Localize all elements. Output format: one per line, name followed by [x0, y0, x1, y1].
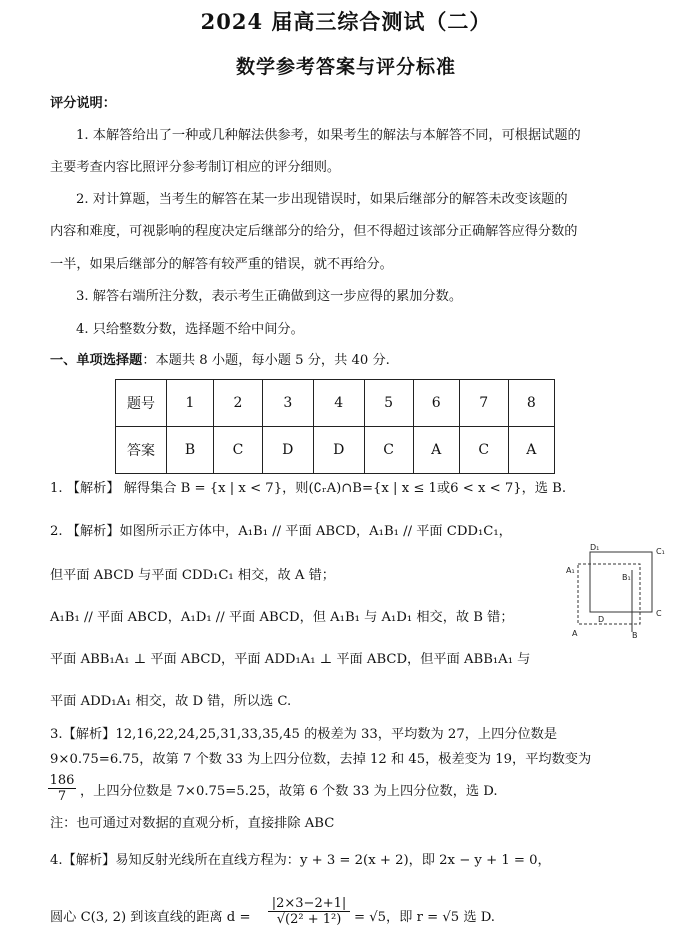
answer-cell: A — [413, 427, 459, 474]
section-heading — [50, 353, 390, 369]
question-number: 4 — [313, 380, 364, 427]
label-a1: A₁ — [566, 566, 575, 575]
answer-cell: D — [313, 427, 364, 474]
question-number: 7 — [459, 380, 508, 427]
solution-q4-line1: 4.【解析】易知反射光线所在直线方程为：y + 3 = 2(x + 2)，即 2x − y + 1 = 0， — [50, 853, 551, 868]
question-number: 1 — [167, 380, 214, 427]
answer-cell: A — [508, 427, 554, 474]
label-b1: B₁ — [622, 573, 631, 582]
grading-note-1-line2: 主要考查内容比照评分参考制订相应的评分细则。 — [50, 160, 341, 175]
q4-fraction — [268, 896, 350, 927]
solution-q3-line2: 9×0.75=6.75，故第 7 个数 33 为上四分位数，去掉 12 和 45，极差变为 19，平均数变为 — [50, 752, 592, 767]
answer-cell: D — [262, 427, 313, 474]
question-number: 5 — [364, 380, 413, 427]
solution-q2-line1: 2. 【解析】如图所示正方体中，A₁B₁ // 平面 ABCD，A₁B₁ // 平面 CDD₁C₁， — [50, 524, 512, 539]
grading-note-2-line3: 一半，如果后继部分的解答有较严重的错误，就不再给分。 — [50, 257, 393, 272]
grading-note-2-line1: 2. 对计算题，当考生的解答在某一步出现错误时，如果后继部分的解答未改变该题的 — [76, 192, 568, 207]
solution-q2-line2: 但平面 ABCD 与平面 CDD₁C₁ 相交，故 A 错； — [50, 568, 335, 583]
question-number-header: 题号 — [116, 380, 167, 427]
page-title: 2024 届高三综合测试（二） — [200, 9, 492, 34]
q3-fraction-denominator: 7 — [57, 789, 67, 804]
solution-q3-note: 注：也可通过对数据的直观分析，直接排除 ABC — [50, 816, 335, 831]
q3-fraction — [48, 773, 76, 804]
table-row — [116, 427, 555, 474]
answer-cell: C — [459, 427, 508, 474]
section-label: 一、单项选择题 — [50, 353, 143, 368]
section-desc: ：本题共 8 小题，每小题 5 分，共 40 分. — [142, 353, 390, 368]
label-d: D — [598, 615, 605, 624]
answer-cell: C — [214, 427, 263, 474]
solution-q3-line1: 3.【解析】12,16,22,24,25,31,33,35,45 的极差为 33，平均数为 27，上四分位数是 — [50, 727, 558, 742]
question-number: 3 — [262, 380, 313, 427]
answer-table — [115, 379, 555, 474]
grading-note-1-line1: 1. 本解答给出了一种或几种解法供参考，如果考生的解法与本解答不同，可根据试题的 — [76, 128, 581, 143]
solution-q4-line2b: = √5，即 r = √5 选 D. — [354, 910, 495, 925]
solution-q4-line2a: 圆心 C(3, 2) 到该直线的距离 d = — [50, 910, 251, 925]
solution-q2-line3: A₁B₁ // 平面 ABCD，A₁D₁ // 平面 ABCD，但 A₁B₁ 与 A₁D₁ 相交，故 B 错； — [50, 610, 514, 625]
answer-header: 答案 — [116, 427, 167, 474]
grading-notes-heading: 评分说明： — [50, 96, 116, 111]
label-b: B — [632, 631, 638, 640]
answer-cell: B — [167, 427, 214, 474]
question-number: 8 — [508, 380, 554, 427]
grading-note-2-line2: 内容和难度，可视影响的程度决定后继部分的给分，但不得超过该部分正确解答应得分数的 — [50, 224, 578, 239]
question-number: 6 — [413, 380, 459, 427]
label-c1: C₁ — [656, 547, 665, 556]
solution-q3-line3: ，上四分位数是 7×0.75=5.25，故第 6 个数 33 为上四分位数，选 D. — [80, 784, 498, 799]
label-c: C — [656, 609, 662, 618]
cube-figure — [560, 540, 670, 640]
label-a: A — [572, 629, 578, 638]
q4-fraction-denominator: √(2² + 1²) — [276, 912, 342, 927]
cube-back-face — [590, 552, 652, 612]
q3-fraction-numerator: 186 — [49, 773, 75, 788]
solution-q2-line5: 平面 ADD₁A₁ 相交，故 D 错，所以选 C. — [50, 694, 292, 709]
answer-cell: C — [364, 427, 413, 474]
question-number: 2 — [214, 380, 263, 427]
page-subtitle: 数学参考答案与评分标准 — [235, 56, 456, 78]
solution-q1: 1. 【解析】 解得集合 B = {x | x < 7}，则(∁ᵣA)∩B={x | x ≤ 1或6 < x < 7}，选 B. — [50, 481, 567, 496]
grading-note-3: 3. 解答右端所注分数，表示考生正确做到这一步应得的累加分数。 — [76, 289, 463, 304]
label-d1: D₁ — [590, 543, 600, 552]
solution-q2-line4: 平面 ABB₁A₁ ⊥ 平面 ABCD，平面 ADD₁A₁ ⊥ 平面 ABCD，但平面 ABB₁A₁ 与 — [50, 652, 531, 667]
q4-fraction-numerator: |2×3−2+1| — [268, 896, 350, 912]
grading-note-4: 4. 只给整数分数，选择题不给中间分。 — [76, 322, 304, 337]
table-row — [116, 380, 555, 427]
